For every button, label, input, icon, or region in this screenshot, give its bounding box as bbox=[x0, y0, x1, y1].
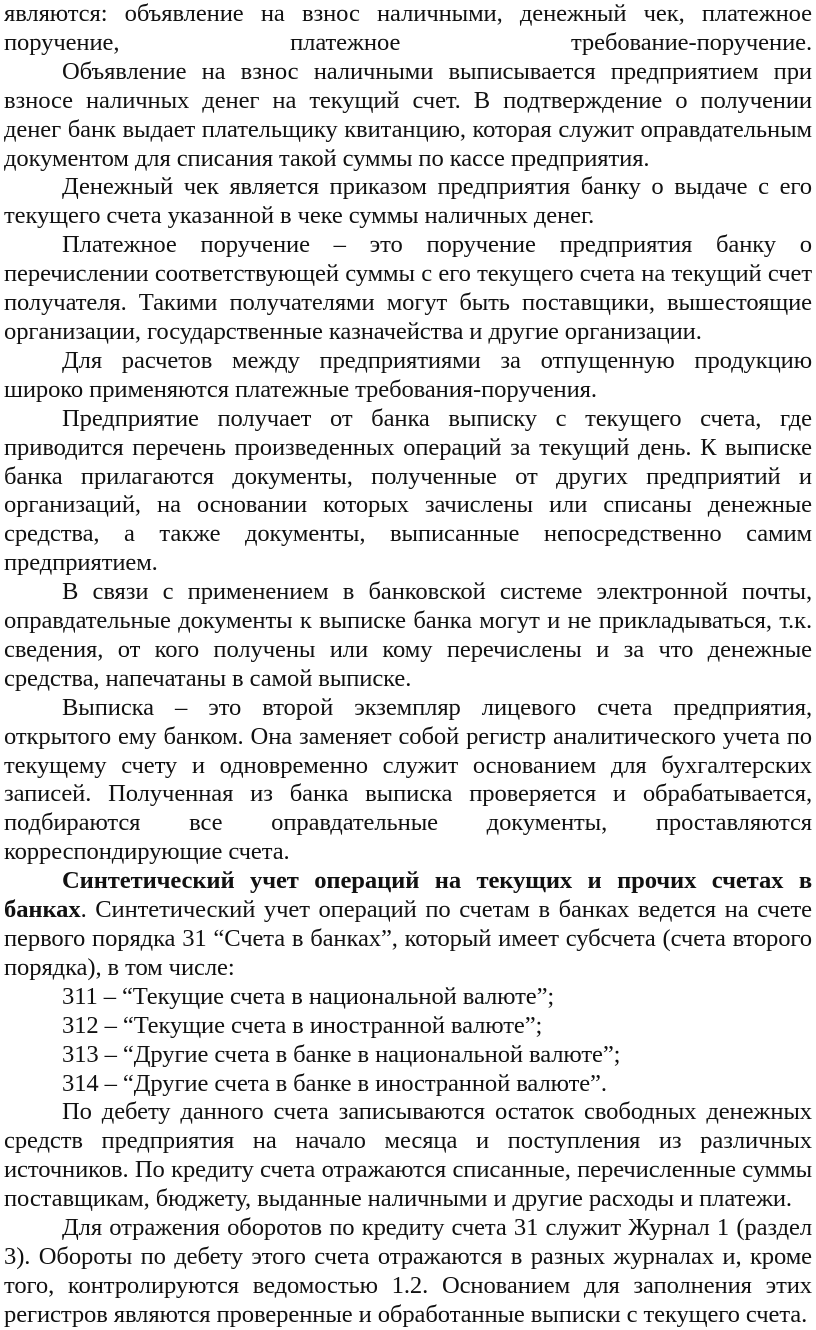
paragraph-line: поручение, платежное требование-поручение. bbox=[4, 28, 812, 56]
paragraph-payment-documents bbox=[4, 0, 812, 58]
paragraph-bank-statement: Предприятие получает от банка выписку с текущего счета, где приводится перечень произведенных операций за текущий день. К выписке банка прилагаются документы, полученные от других предприятий и организаций, на основании которых зачислены или списаны денежные средства, а также документы, выписанные непосредственно самим предприятием. bbox=[4, 404, 812, 577]
paragraph-cash-check: Денежный чек является приказом предприятия банку о выдаче с его текущего счета указанной в чеке суммы наличных денег. bbox=[4, 173, 812, 230]
paragraph-journal: Для отражения оборотов по кредиту счета 31 служит Журнал 1 (раздел 3). Обороты по дебету этого счета отражаются в разных журналах и, кроме того, контролируются ведомостью 1.2. Основанием для заполнения этих регистров являются проверенные и обработанные выписки с текущего счета. bbox=[4, 1214, 812, 1328]
list-item-account-314: 314 – “Другие счета в банке в иностранной валюте”. bbox=[62, 1069, 607, 1097]
paragraph-payment-order: Платежное поручение – это поручение предприятия банку о перечислении соответствующей суммы с его текущего счета на текущий счет получателя. Такими получателями могут быть поставщики, вышестоящие организации, государственные казначейства и другие организации. bbox=[4, 231, 812, 345]
section-heading: Синтетический учет операций на текущих и прочих счетах в банках bbox=[4, 867, 812, 924]
paragraph-debit-credit: По дебету данного счета записываются остаток свободных денежных средств предприятия на начало месяца и поступления из различных источников. По кредиту счета отражаются списанные, перечисленные суммы поставщикам, бюджету, выданные наличными и другие расходы и платежи. bbox=[4, 1098, 812, 1213]
paragraph-electronic-mail: В связи с применением в банковской системе электронной почты, оправдательные документы к выписке банка могут и не прикладываться, т.к. сведения, от кого получены или кому перечислены и за что денежные средства, напечатаны в самой выписке. bbox=[4, 578, 812, 692]
list-item-account-313: 313 – “Другие счета в банке в национальной валюте”; bbox=[62, 1040, 621, 1068]
paragraph-statement-definition: Выписка – это второй экземпляр лицевого счета предприятия, открытого ему банком. Она заменяет собой регистр аналитического учета по текущему счету и одновременно служит основанием для бухгалтерских записей. Полученная из банка выписка проверяется и обрабатывается, подбираются все оправдательные документы, проставляются корреспондирующие счета. bbox=[4, 693, 812, 866]
list-item-account-311: 311 – “Текущие счета в национальной валюте”; bbox=[62, 982, 555, 1010]
paragraph-payment-requests: Для расчетов между предприятиями за отпущенную продукцию широко применяются платежные требования-поручения. bbox=[4, 346, 812, 403]
paragraph-synthetic-accounting bbox=[4, 867, 812, 983]
section-text: . Синтетический учет операций по счетам в банках ведется на счете первого порядка 31 “Счета в банках”, который имеет субсчета (счета второго порядка), в том числе: bbox=[4, 896, 812, 981]
paragraph-cash-deposit: Объявление на взнос наличными выписывается предприятием при взносе наличных денег на текущий счет. В подтверждение о получении денег банк выдает плательщику квитанцию, которая служит оправдательным документом для списания такой суммы по кассе предприятия. bbox=[4, 57, 812, 172]
paragraph-line: являются: объявление на взнос наличными, денежный чек, платежное bbox=[4, 0, 812, 27]
list-item-account-312: 312 – “Текущие счета в иностранной валюте”; bbox=[62, 1011, 543, 1039]
